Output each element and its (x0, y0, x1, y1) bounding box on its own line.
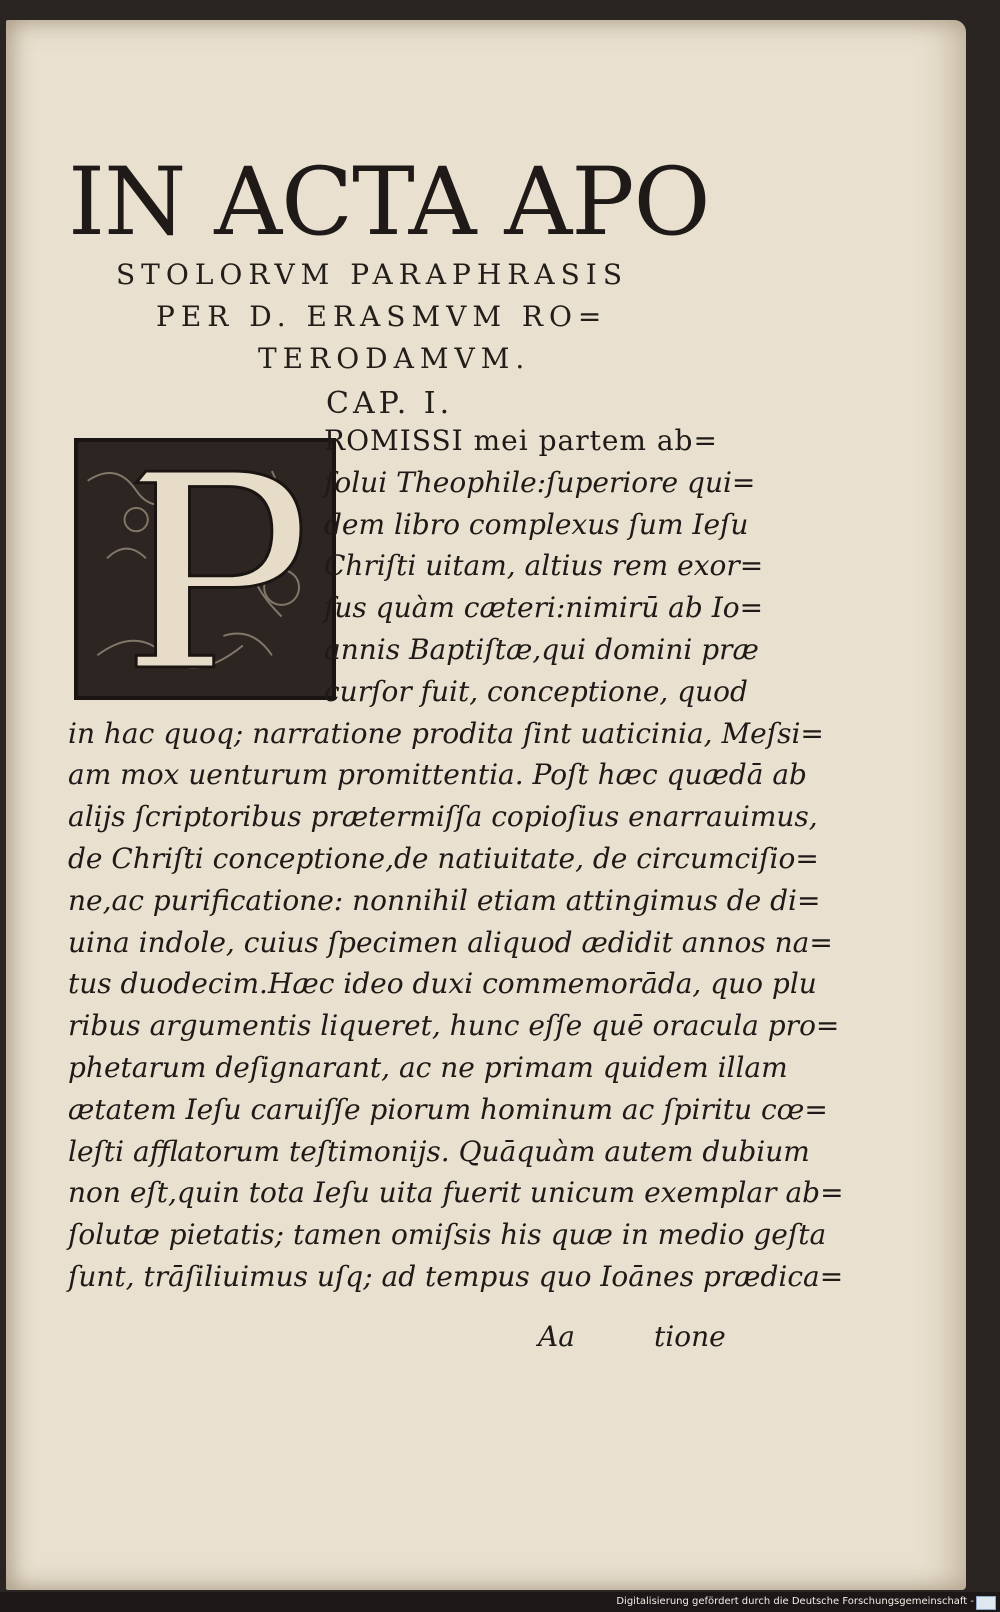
decorated-initial (74, 438, 336, 700)
text-line: ne,ac purificatione: nonnihil etiam attingimus de di= (68, 883, 821, 917)
text-line: ſus quàm cæteri:nimirū ab Io= (324, 591, 764, 625)
text-line: am mox uenturum promittentia. Poſt hæc quædā ab (68, 758, 807, 792)
text-line: ſolutæ pietatis; tamen omiſsis his quæ in medio geſta (68, 1218, 827, 1252)
text-line: ſunt, trāſiliuimus uſq; ad tempus quo Ioānes prædica= (68, 1260, 844, 1293)
text-line: leſti afflatorum teſtimonijs. Quāquàm autem dubium (68, 1134, 810, 1168)
ornamental-letter-icon (78, 442, 332, 696)
text-line: ROMISSI mei partem ab= (324, 424, 718, 457)
text-line: ſolui Theophile:ſuperiore qui= (324, 465, 756, 499)
footer-credit: Digitalisierung gefördert durch die Deutsche Forschungsgemeinschaft - (616, 1596, 974, 1607)
text-line: de Chriſti conceptione,de natiuitate, de circumciſio= (68, 842, 819, 875)
text-line: ribus argumentis liqueret, hunc eſſe quē oracula pro= (68, 1009, 840, 1043)
text-line: dem libro complexus ſum Ieſu (324, 507, 749, 541)
signature-mark: Aa (538, 1320, 575, 1353)
dfg-logo-icon (976, 1596, 996, 1610)
text-line: tus duodecim.Hæc ideo duxi commemorāda, quo plu (68, 967, 817, 1001)
text-line: alijs ſcriptoribus prætermiſſa copioſius enarrauimus, (68, 800, 818, 834)
chapter-heading: CAP. I. (326, 386, 454, 421)
catchword: tione (654, 1320, 726, 1353)
title-line-2: STOLORVM PARAPHRASIS (116, 258, 629, 291)
book-page (6, 20, 966, 1590)
text-line: non eſt,quin tota Ieſu uita fuerit unicum exemplar ab= (68, 1176, 844, 1210)
title-line-3: PER D. ERASMVM RO= (156, 300, 608, 333)
text-line: in hac quoq; narratione prodita ſint uaticinia, Meſsi= (68, 716, 824, 750)
page-title: IN ACTA APO (68, 148, 710, 257)
text-line: ætatem Ieſu caruiſſe piorum hominum ac ſpiritu cœ= (68, 1092, 828, 1126)
text-line: Chriſti uitam, altius rem exor= (324, 549, 764, 583)
title-line-4: TERODAMVM. (258, 342, 531, 375)
text-line: phetarum deſignarant, ac ne primam quidem illam (68, 1051, 788, 1084)
text-line: curſor fuit, conceptione, quod (324, 674, 748, 708)
text-line: uina indole, cuius ſpecimen aliquod ædidit annos na= (68, 925, 833, 959)
text-line: annis Baptiſtæ,qui domini præ (324, 633, 759, 666)
